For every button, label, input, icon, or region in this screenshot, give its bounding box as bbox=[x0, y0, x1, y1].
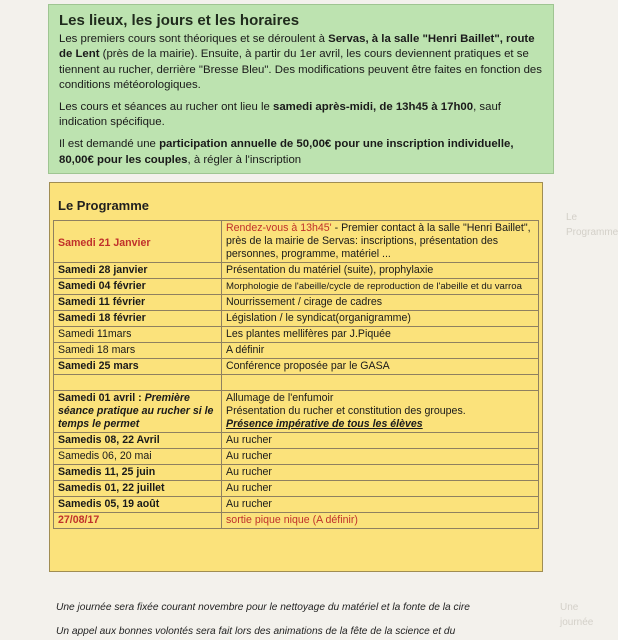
date-cell: Samedis 01, 22 juillet bbox=[54, 481, 222, 497]
programme-box bbox=[49, 182, 543, 572]
date-cell bbox=[54, 375, 222, 391]
bleed-through-text: Une journée bbox=[560, 602, 594, 628]
date-cell: Samedi 25 mars bbox=[54, 359, 222, 375]
desc-cell: Au rucher bbox=[222, 497, 539, 513]
table-row bbox=[54, 449, 539, 465]
programme-table bbox=[53, 220, 539, 529]
desc-cell: Conférence proposée par le GASA bbox=[222, 359, 539, 375]
date-cell: Samedi 28 janvier bbox=[54, 263, 222, 279]
desc-cell: Allumage de l'enfumoir Présentation du rucher et constitution des groupes. Présence impérative de tous les élèves bbox=[222, 391, 539, 433]
section-title: Les lieux, les jours et les horaires bbox=[59, 12, 300, 29]
table-row bbox=[54, 343, 539, 359]
desc-cell: Les plantes mellifères par J.Piquée bbox=[222, 327, 539, 343]
footer-note: Un appel aux bonnes volontés sera fait lors des animations de la fête de la science et du bbox=[56, 626, 456, 637]
desc-cell: Morphologie de l'abeille/cycle de reproduction de l'abeille et du varroa bbox=[222, 279, 539, 295]
table-row bbox=[54, 513, 539, 529]
table-row bbox=[54, 295, 539, 311]
desc-cell: Nourrissement / cirage de cadres bbox=[222, 295, 539, 311]
date-cell: Samedi 21 Janvier bbox=[54, 221, 222, 263]
table-row bbox=[54, 391, 539, 433]
desc-cell: Au rucher bbox=[222, 465, 539, 481]
date-cell: Samedi 04 février bbox=[54, 279, 222, 295]
table-row bbox=[54, 359, 539, 375]
bleed-through-text: Le Programme bbox=[566, 212, 618, 238]
date-cell: Samedis 05, 19 août bbox=[54, 497, 222, 513]
fee-paragraph: Il est demandé une participation annuelle de 50,00€ pour une inscription individuelle, 80,00€ pour les couples, à régler à l'inscription bbox=[59, 138, 514, 166]
desc-cell: Présentation du matériel (suite), prophylaxie bbox=[222, 263, 539, 279]
desc-cell: sortie pique nique (A définir) bbox=[222, 513, 539, 529]
table-row bbox=[54, 327, 539, 343]
date-cell: Samedi 01 avril : Première séance pratique au rucher si le temps le permet bbox=[54, 391, 222, 433]
intro-paragraph: Les premiers cours sont théoriques et se déroulent à Servas, à la salle "Henri Baillet", route de Lent (près de la mairie). Ensuite, à partir du 1er avril, les cours deviennent pratiques et se tiennent au rucher, derrière "Bresse Bleu". Des modifications peuvent être faites en fonction des conditions météorologiques. bbox=[59, 33, 542, 91]
table-row bbox=[54, 481, 539, 497]
date-cell: Samedi 18 février bbox=[54, 311, 222, 327]
table-row bbox=[54, 263, 539, 279]
table-row bbox=[54, 311, 539, 327]
desc-cell: A définir bbox=[222, 343, 539, 359]
date-cell: Samedi 11mars bbox=[54, 327, 222, 343]
date-cell: Samedis 08, 22 Avril bbox=[54, 433, 222, 449]
time-paragraph: Les cours et séances au rucher ont lieu le samedi après-midi, de 13h45 à 17h00, sauf indication spécifique. bbox=[59, 101, 501, 129]
table-row bbox=[54, 433, 539, 449]
date-cell: 27/08/17 bbox=[54, 513, 222, 529]
footer-note: Une journée sera fixée courant novembre pour le nettoyage du matériel et la fonte de la cire bbox=[56, 602, 470, 613]
table-row bbox=[54, 497, 539, 513]
table-row bbox=[54, 279, 539, 295]
desc-cell: Au rucher bbox=[222, 449, 539, 465]
programme-title: Le Programme bbox=[58, 198, 150, 213]
date-cell: Samedis 11, 25 juin bbox=[54, 465, 222, 481]
desc-cell bbox=[222, 375, 539, 391]
table-row bbox=[54, 375, 539, 391]
desc-cell: Au rucher bbox=[222, 433, 539, 449]
schedule-info-box bbox=[48, 4, 554, 174]
desc-cell: Rendez-vous à 13h45' - Premier contact à la salle "Henri Baillet", près de la mairie de Servas: inscriptions, présentation des personnes, programme, matériel ... bbox=[222, 221, 539, 263]
desc-cell: Législation / le syndicat(organigramme) bbox=[222, 311, 539, 327]
table-row bbox=[54, 221, 539, 263]
table-row bbox=[54, 465, 539, 481]
date-cell: Samedi 18 mars bbox=[54, 343, 222, 359]
desc-cell: Au rucher bbox=[222, 481, 539, 497]
date-cell: Samedis 06, 20 mai bbox=[54, 449, 222, 465]
date-cell: Samedi 11 février bbox=[54, 295, 222, 311]
